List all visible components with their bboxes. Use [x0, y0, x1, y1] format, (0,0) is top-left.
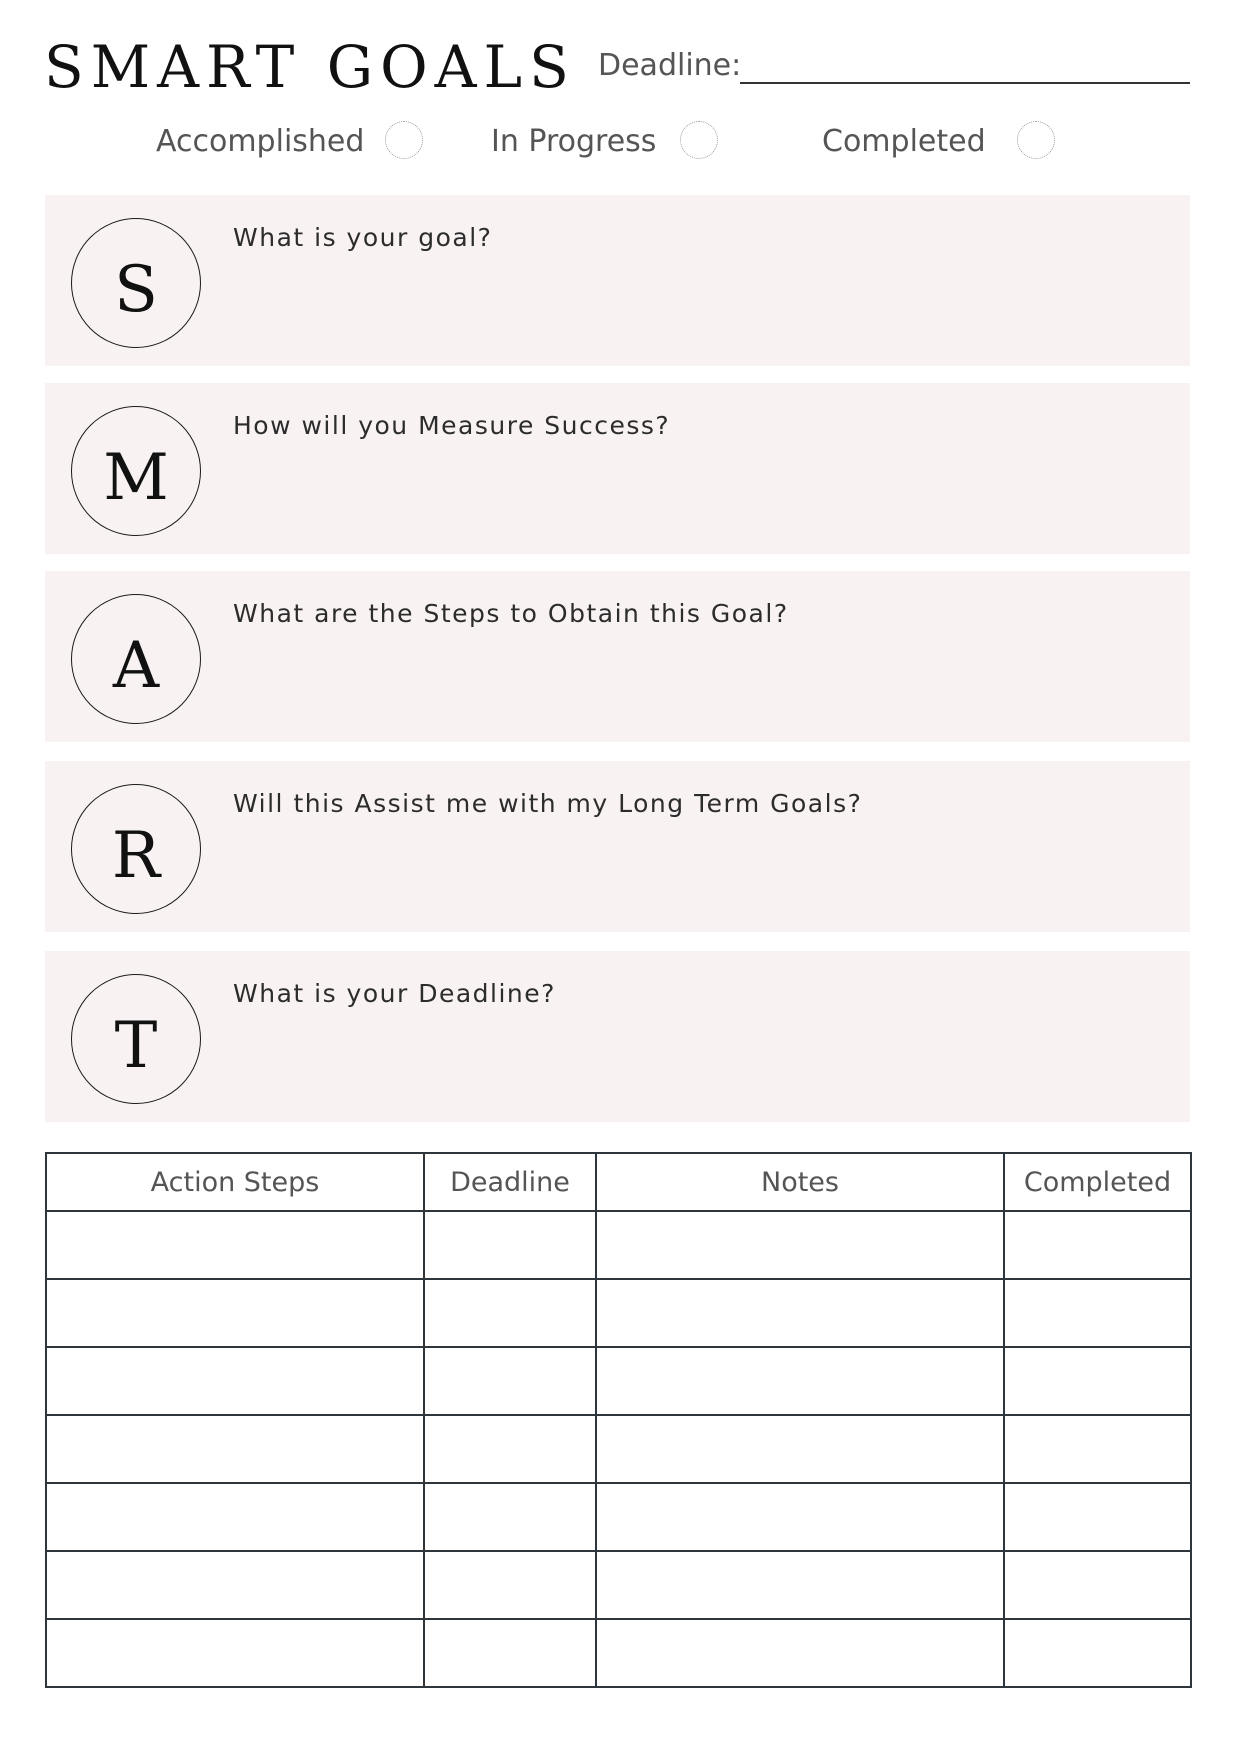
letter-badge-r: R — [71, 784, 201, 914]
column-header-deadline: Deadline — [424, 1153, 596, 1211]
table-cell-deadline[interactable] — [424, 1347, 596, 1415]
table-cell-notes[interactable] — [596, 1483, 1004, 1551]
table-row — [46, 1347, 1191, 1415]
smart-section-r[interactable] — [45, 761, 1190, 932]
table-cell-completed[interactable] — [1004, 1415, 1191, 1483]
table-cell-deadline[interactable] — [424, 1211, 596, 1279]
letter-badge-m: M — [71, 406, 201, 536]
accomplished-checkbox[interactable] — [385, 121, 423, 159]
table-cell-deadline[interactable] — [424, 1415, 596, 1483]
deadline-label: Deadline: — [598, 48, 742, 83]
column-header-action-steps: Action Steps — [46, 1153, 424, 1211]
question-achievable: What are the Steps to Obtain this Goal? — [233, 599, 789, 628]
smart-section-m[interactable] — [45, 383, 1190, 554]
table-cell-action-step[interactable] — [46, 1415, 424, 1483]
table-cell-deadline[interactable] — [424, 1483, 596, 1551]
smart-section-s[interactable] — [45, 195, 1190, 366]
table-cell-action-step[interactable] — [46, 1279, 424, 1347]
page-title: SMART GOALS — [44, 33, 576, 101]
status-label-in-progress: In Progress — [491, 124, 657, 159]
table-row — [46, 1415, 1191, 1483]
table-row — [46, 1211, 1191, 1279]
smart-section-a[interactable] — [45, 571, 1190, 742]
table-cell-deadline[interactable] — [424, 1551, 596, 1619]
table-cell-deadline[interactable] — [424, 1619, 596, 1687]
smart-section-t[interactable] — [45, 951, 1190, 1122]
deadline-input-line[interactable] — [740, 82, 1190, 84]
table-row — [46, 1279, 1191, 1347]
letter-badge-t: T — [71, 974, 201, 1104]
table-cell-notes[interactable] — [596, 1619, 1004, 1687]
table-cell-action-step[interactable] — [46, 1347, 424, 1415]
table-cell-completed[interactable] — [1004, 1483, 1191, 1551]
question-measurable: How will you Measure Success? — [233, 411, 671, 440]
letter-badge-a: A — [71, 594, 201, 724]
table-cell-notes[interactable] — [596, 1211, 1004, 1279]
table-cell-completed[interactable] — [1004, 1347, 1191, 1415]
table-cell-action-step[interactable] — [46, 1551, 424, 1619]
question-time-bound: What is your Deadline? — [233, 979, 556, 1008]
question-relevant: Will this Assist me with my Long Term Goals? — [233, 789, 863, 818]
table-cell-notes[interactable] — [596, 1415, 1004, 1483]
table-cell-completed[interactable] — [1004, 1211, 1191, 1279]
column-header-notes: Notes — [596, 1153, 1004, 1211]
table-header-row — [46, 1153, 1191, 1211]
completed-checkbox[interactable] — [1017, 121, 1055, 159]
action-steps-table — [45, 1152, 1192, 1688]
status-label-accomplished: Accomplished — [156, 124, 365, 159]
status-label-completed: Completed — [822, 124, 986, 159]
table-cell-action-step[interactable] — [46, 1483, 424, 1551]
letter-badge-s: S — [71, 218, 201, 348]
table-cell-notes[interactable] — [596, 1347, 1004, 1415]
question-specific: What is your goal? — [233, 223, 493, 252]
table-row — [46, 1619, 1191, 1687]
column-header-completed: Completed — [1004, 1153, 1191, 1211]
table-cell-action-step[interactable] — [46, 1211, 424, 1279]
table-cell-completed[interactable] — [1004, 1551, 1191, 1619]
table-cell-completed[interactable] — [1004, 1619, 1191, 1687]
table-cell-action-step[interactable] — [46, 1619, 424, 1687]
table-cell-deadline[interactable] — [424, 1279, 596, 1347]
table-cell-notes[interactable] — [596, 1279, 1004, 1347]
table-row — [46, 1551, 1191, 1619]
in-progress-checkbox[interactable] — [680, 121, 718, 159]
table-row — [46, 1483, 1191, 1551]
table-cell-notes[interactable] — [596, 1551, 1004, 1619]
table-cell-completed[interactable] — [1004, 1279, 1191, 1347]
